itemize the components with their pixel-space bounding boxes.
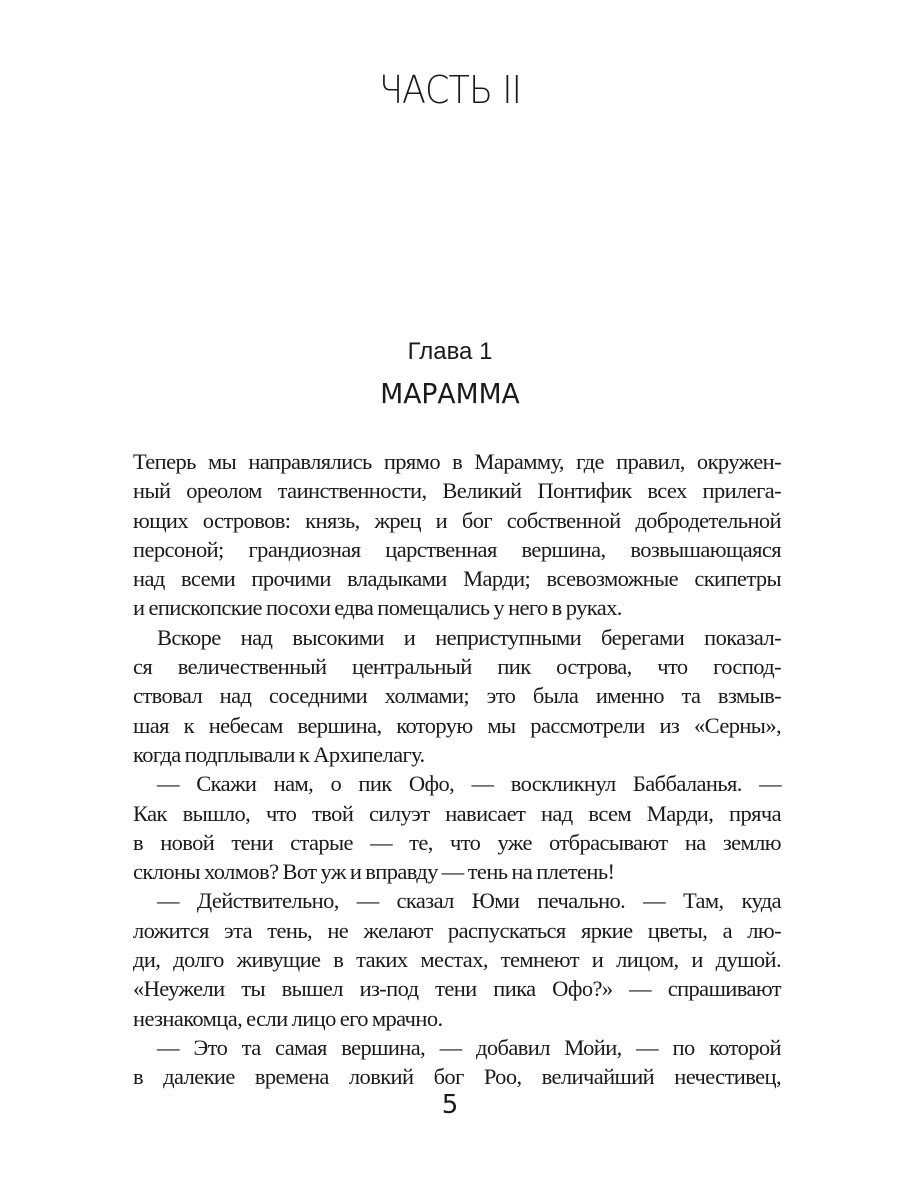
text-line: склоны холмов? Вот уж и вправду — тень на плетень! xyxy=(133,859,615,885)
text-line: в далекие времена ловкий бог Роо, величайший нечестивец, xyxy=(133,1064,781,1090)
text-line: ный ореолом таинственности, Великий Понтифик всех прилега- xyxy=(133,478,781,504)
text-line: ся величественный центральный пик острова, что господ- xyxy=(133,654,781,680)
text-line: ющих островов: князь, жрец и бог собственной добродетельной xyxy=(133,507,781,533)
chapter-title: МАРАММА xyxy=(380,377,520,410)
text-line: Как вышло, что твой силуэт нависает над всем Марди, пряча xyxy=(133,800,781,826)
text-line: ди, долго живущие в таких местах, темнеют и лицом, и душой. xyxy=(133,947,781,973)
text-line: Вскоре над высокими и неприступными берегами показал- xyxy=(157,624,781,650)
body-text xyxy=(133,447,781,1092)
text-line: — Это та самая вершина, — добавил Мойи, — по которой xyxy=(157,1034,781,1060)
text-line: незнакомца, если лицо его мрачно. xyxy=(133,1005,443,1031)
text-line: персоной; грандиозная царственная вершина, возвышающаяся xyxy=(133,536,781,562)
page-number: 5 xyxy=(441,1090,459,1120)
text-line: в новой тени старые — те, что уже отбрасывают на землю xyxy=(133,829,781,855)
text-line: ствовал над соседними холмами; это была именно та взмыв- xyxy=(133,683,781,709)
text-line: «Неужели ты вышел из-под тени пика Офо?» — спрашивают xyxy=(133,976,781,1002)
text-line: Теперь мы направлялись прямо в Марамму, где правил, окружен- xyxy=(133,449,781,474)
chapter-number: Глава 1 xyxy=(407,338,493,365)
text-line: когда подплывали к Архипелагу. xyxy=(133,741,425,767)
text-line: шая к небесам вершина, которую мы рассмотрели из «Серны», xyxy=(133,712,781,738)
part-title: ЧАСТЬ II xyxy=(378,68,521,112)
text-line: — Скажи нам, о пик Офо, — воскликнул Баббаланья. — xyxy=(157,771,781,797)
text-line: — Действительно, — сказал Юми печально. — Там, куда xyxy=(157,888,781,914)
text-line: и епископские посохи едва помещались у него в руках. xyxy=(133,595,622,621)
text-line: ложится эта тень, не желают распускаться яркие цветы, а лю- xyxy=(133,917,781,943)
text-line: над всеми прочими владыками Марди; всевозможные скипетры xyxy=(133,566,781,592)
